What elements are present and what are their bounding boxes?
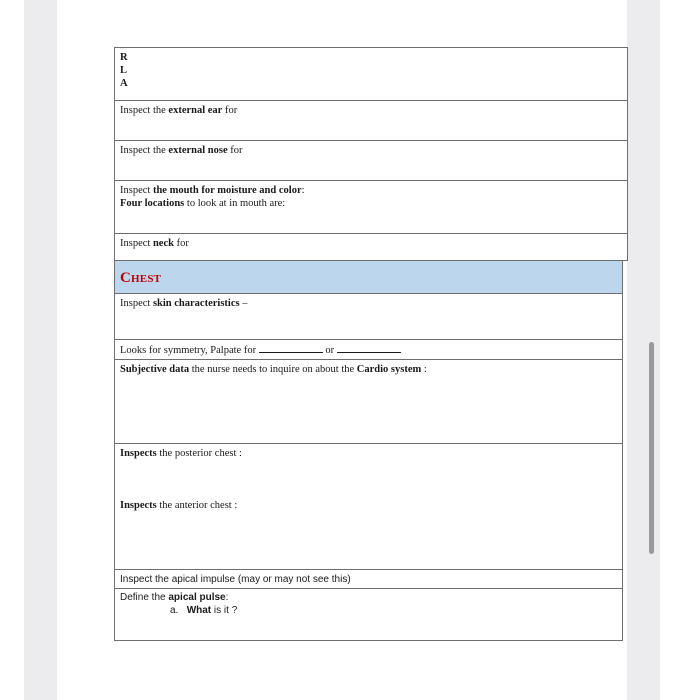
symmetry-row: Looks for symmetry, Palpate for or (114, 339, 623, 360)
viewer-background-left (24, 0, 57, 700)
posterior-chest-text: Inspects the posterior chest : (120, 448, 242, 459)
apical-impulse-row: Inspect the apical impulse (may or may not see this) (114, 569, 623, 589)
chest-section-header (114, 260, 623, 294)
mouth-row: Inspect the mouth for moisture and color: Four locations to look at in mouth are: (114, 180, 628, 234)
rla-l: L (120, 65, 128, 76)
neck-row: Inspect neck for (114, 233, 628, 261)
skin-row: Inspect skin characteristics – (114, 293, 623, 340)
left-margin (0, 0, 24, 700)
right-margin (660, 0, 685, 700)
anterior-chest-text: Inspects the anterior chest : (120, 500, 238, 511)
vertical-scrollbar[interactable] (649, 342, 654, 554)
ear-row: Inspect the external ear for (114, 100, 628, 141)
rla-a: A (120, 78, 128, 89)
subjective-data-row: Subjective data the nurse needs to inquire on about the Cardio system : (114, 359, 623, 444)
nose-row: Inspect the external nose for (114, 140, 628, 181)
palpate-blank-1[interactable] (259, 343, 323, 353)
rla-r: R (120, 52, 128, 63)
rla-row (114, 47, 628, 101)
inspect-chest-row (114, 443, 623, 570)
apical-pulse-row: Define the apical pulse: a. What is it ? (114, 588, 623, 641)
chest-title: Chest (120, 270, 162, 286)
apical-pulse-list-item: a. What is it ? (170, 605, 238, 616)
palpate-blank-2[interactable] (337, 343, 401, 353)
document-page (57, 0, 627, 700)
viewer-background-right (627, 0, 660, 700)
